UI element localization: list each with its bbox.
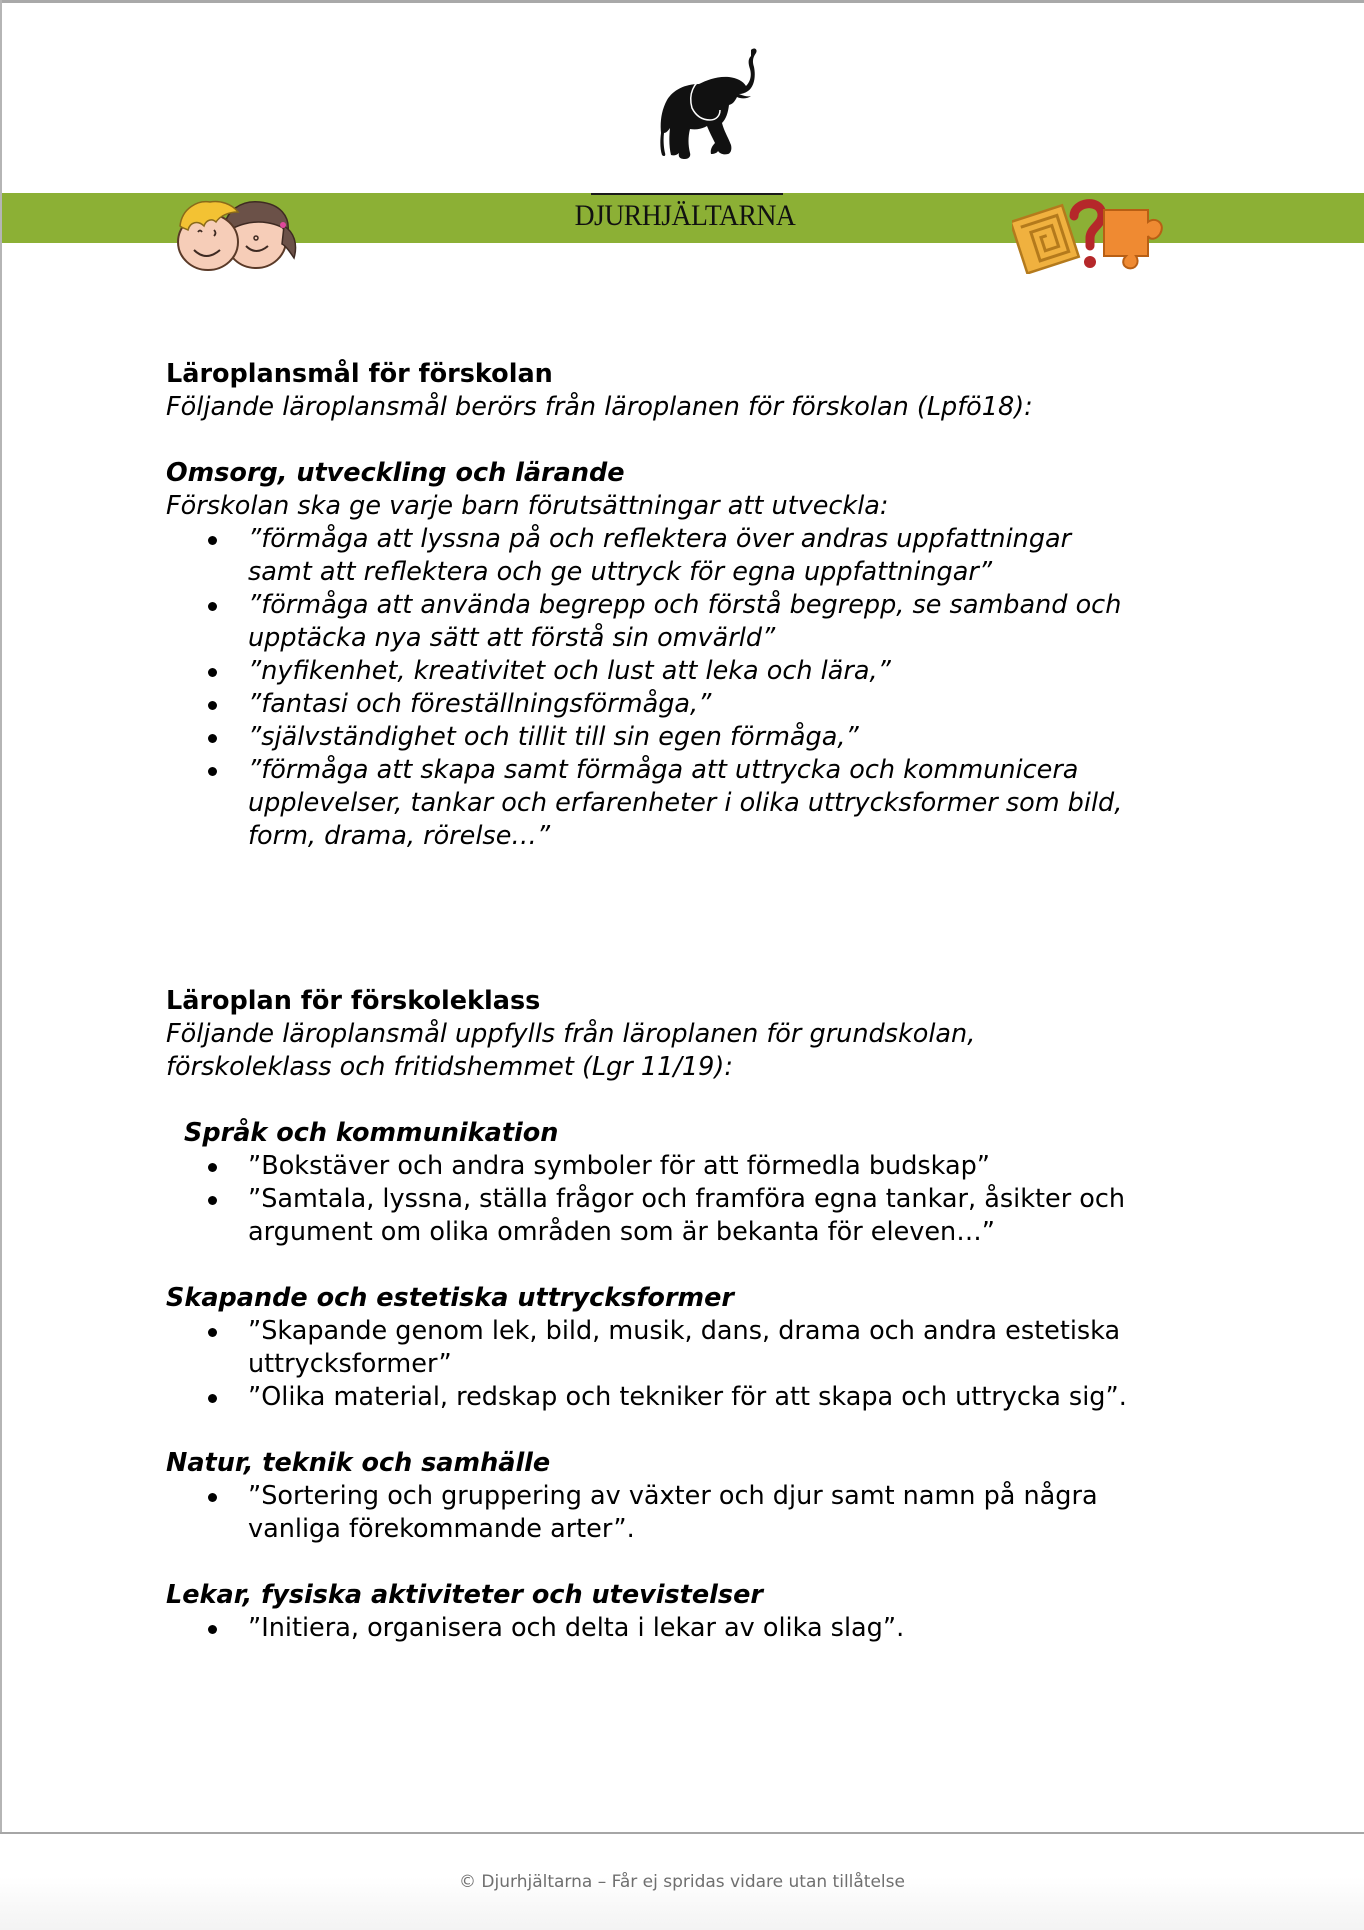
subsection-heading-lekar: Lekar, fysiska aktiviteter och utevistelser <box>166 1580 763 1610</box>
subsection-lead: Förskolan ska ge varje barn förutsättningar att utveckla: <box>166 491 889 521</box>
brand-underline-rule <box>591 193 783 195</box>
list-item-text: ”nyfikenhet, kreativitet och lust att leka och lära,” <box>248 656 891 686</box>
list-item-text: ”Skapande genom lek, bild, musik, dans, drama och andra estetiska <box>248 1316 1121 1346</box>
list-item <box>166 688 1226 721</box>
list-item <box>166 523 1226 589</box>
section2-intro-line: förskoleklass och fritidshemmet (Lgr 11/19): <box>166 1052 733 1082</box>
list-item <box>166 1612 1226 1645</box>
elephant-logo-icon <box>612 48 762 191</box>
list-item <box>166 721 1226 754</box>
bullet-icon <box>208 536 217 545</box>
list-item <box>166 1150 1226 1183</box>
bullet-icon <box>208 1196 217 1205</box>
page-left-border <box>0 0 2 1833</box>
subsection-heading-sprak: Språk och kommunikation <box>184 1118 559 1148</box>
bullet-icon <box>208 1493 217 1502</box>
list-item-text: ”självständighet och tillit till sin egen förmåga,” <box>248 722 859 752</box>
bullet-icon <box>208 1625 217 1634</box>
list-item-text: upptäcka nya sätt att förstå sin omvärld” <box>248 623 776 653</box>
kids-faces-illustration-icon <box>158 196 306 272</box>
list-item-text: upplevelser, tankar och erfarenheter i olika uttrycksformer som bild, <box>248 788 1123 818</box>
bullet-icon <box>208 1394 217 1403</box>
list-item-text: ”Bokstäver och andra symboler för att förmedla budskap” <box>248 1151 991 1181</box>
list-item-text: ”Olika material, redskap och tekniker för att skapa och uttrycka sig”. <box>248 1382 1127 1412</box>
bullet-icon <box>208 767 217 776</box>
list-item-text: samt att reflektera och ge uttryck för egna uppfattningar” <box>248 557 993 587</box>
bullet-icon <box>208 1163 217 1172</box>
section2-intro-line: Följande läroplansmål uppfylls från läroplanen för grundskolan, <box>166 1019 976 1049</box>
list-item-text: argument om olika områden som är bekanta för eleven…” <box>248 1217 995 1247</box>
list-item <box>166 1315 1226 1381</box>
subsection-heading-omsorg: Omsorg, utveckling och lärande <box>166 458 625 488</box>
list-item-text: vanliga förekommande arter”. <box>248 1514 635 1544</box>
bullet-icon <box>208 668 217 677</box>
list-item-text: ”Sortering och gruppering av växter och djur samt namn på några <box>248 1481 1098 1511</box>
list-item-text: ”förmåga att använda begrepp och förstå begrepp, se samband och <box>248 590 1122 620</box>
list-item-text: ”Initiera, organisera och delta i lekar av olika slag”. <box>248 1613 905 1643</box>
list-item-text: ”förmåga att skapa samt förmåga att uttrycka och kommunicera <box>248 755 1079 785</box>
footer-copyright: © Djurhjältarna – Får ej spridas vidare utan tillåtelse <box>459 1872 905 1892</box>
brand-name: DJURHJÄLTARNA <box>574 199 796 232</box>
list-item <box>166 754 1226 853</box>
list-item <box>166 1183 1226 1249</box>
section2-title: Läroplan för förskoleklass <box>166 986 541 1016</box>
list-item-text: ”Samtala, lyssna, ställa frågor och framföra egna tankar, åsikter och <box>248 1184 1126 1214</box>
list-item <box>166 1480 1226 1546</box>
section1-title: Läroplansmål för förskolan <box>166 359 553 389</box>
page-top-border <box>0 0 1364 3</box>
list-item <box>166 589 1226 655</box>
bullet-list-omsorg <box>166 523 1226 853</box>
bullet-icon <box>208 701 217 710</box>
puzzle-question-illustration-icon <box>1012 194 1172 274</box>
subsection-heading-natur: Natur, teknik och samhälle <box>166 1448 551 1478</box>
bullet-icon <box>208 1328 217 1337</box>
subsection-heading-skapande: Skapande och estetiska uttrycksformer <box>166 1283 734 1313</box>
list-item <box>166 1381 1226 1414</box>
bullet-icon <box>208 602 217 611</box>
section1-intro: Följande läroplansmål berörs från läroplanen för förskolan (Lpfö18): <box>166 392 1033 422</box>
page-footer <box>0 1834 1364 1930</box>
bullet-icon <box>208 734 217 743</box>
document-body <box>166 358 1226 1645</box>
list-item-text: ”förmåga att lyssna på och reflektera över andras uppfattningar <box>248 524 1072 554</box>
list-item-text: form, drama, rörelse…” <box>248 821 551 851</box>
list-item-text: ”fantasi och föreställningsförmåga,” <box>248 689 712 719</box>
list-item <box>166 655 1226 688</box>
list-item-text: uttrycksformer” <box>248 1349 452 1379</box>
